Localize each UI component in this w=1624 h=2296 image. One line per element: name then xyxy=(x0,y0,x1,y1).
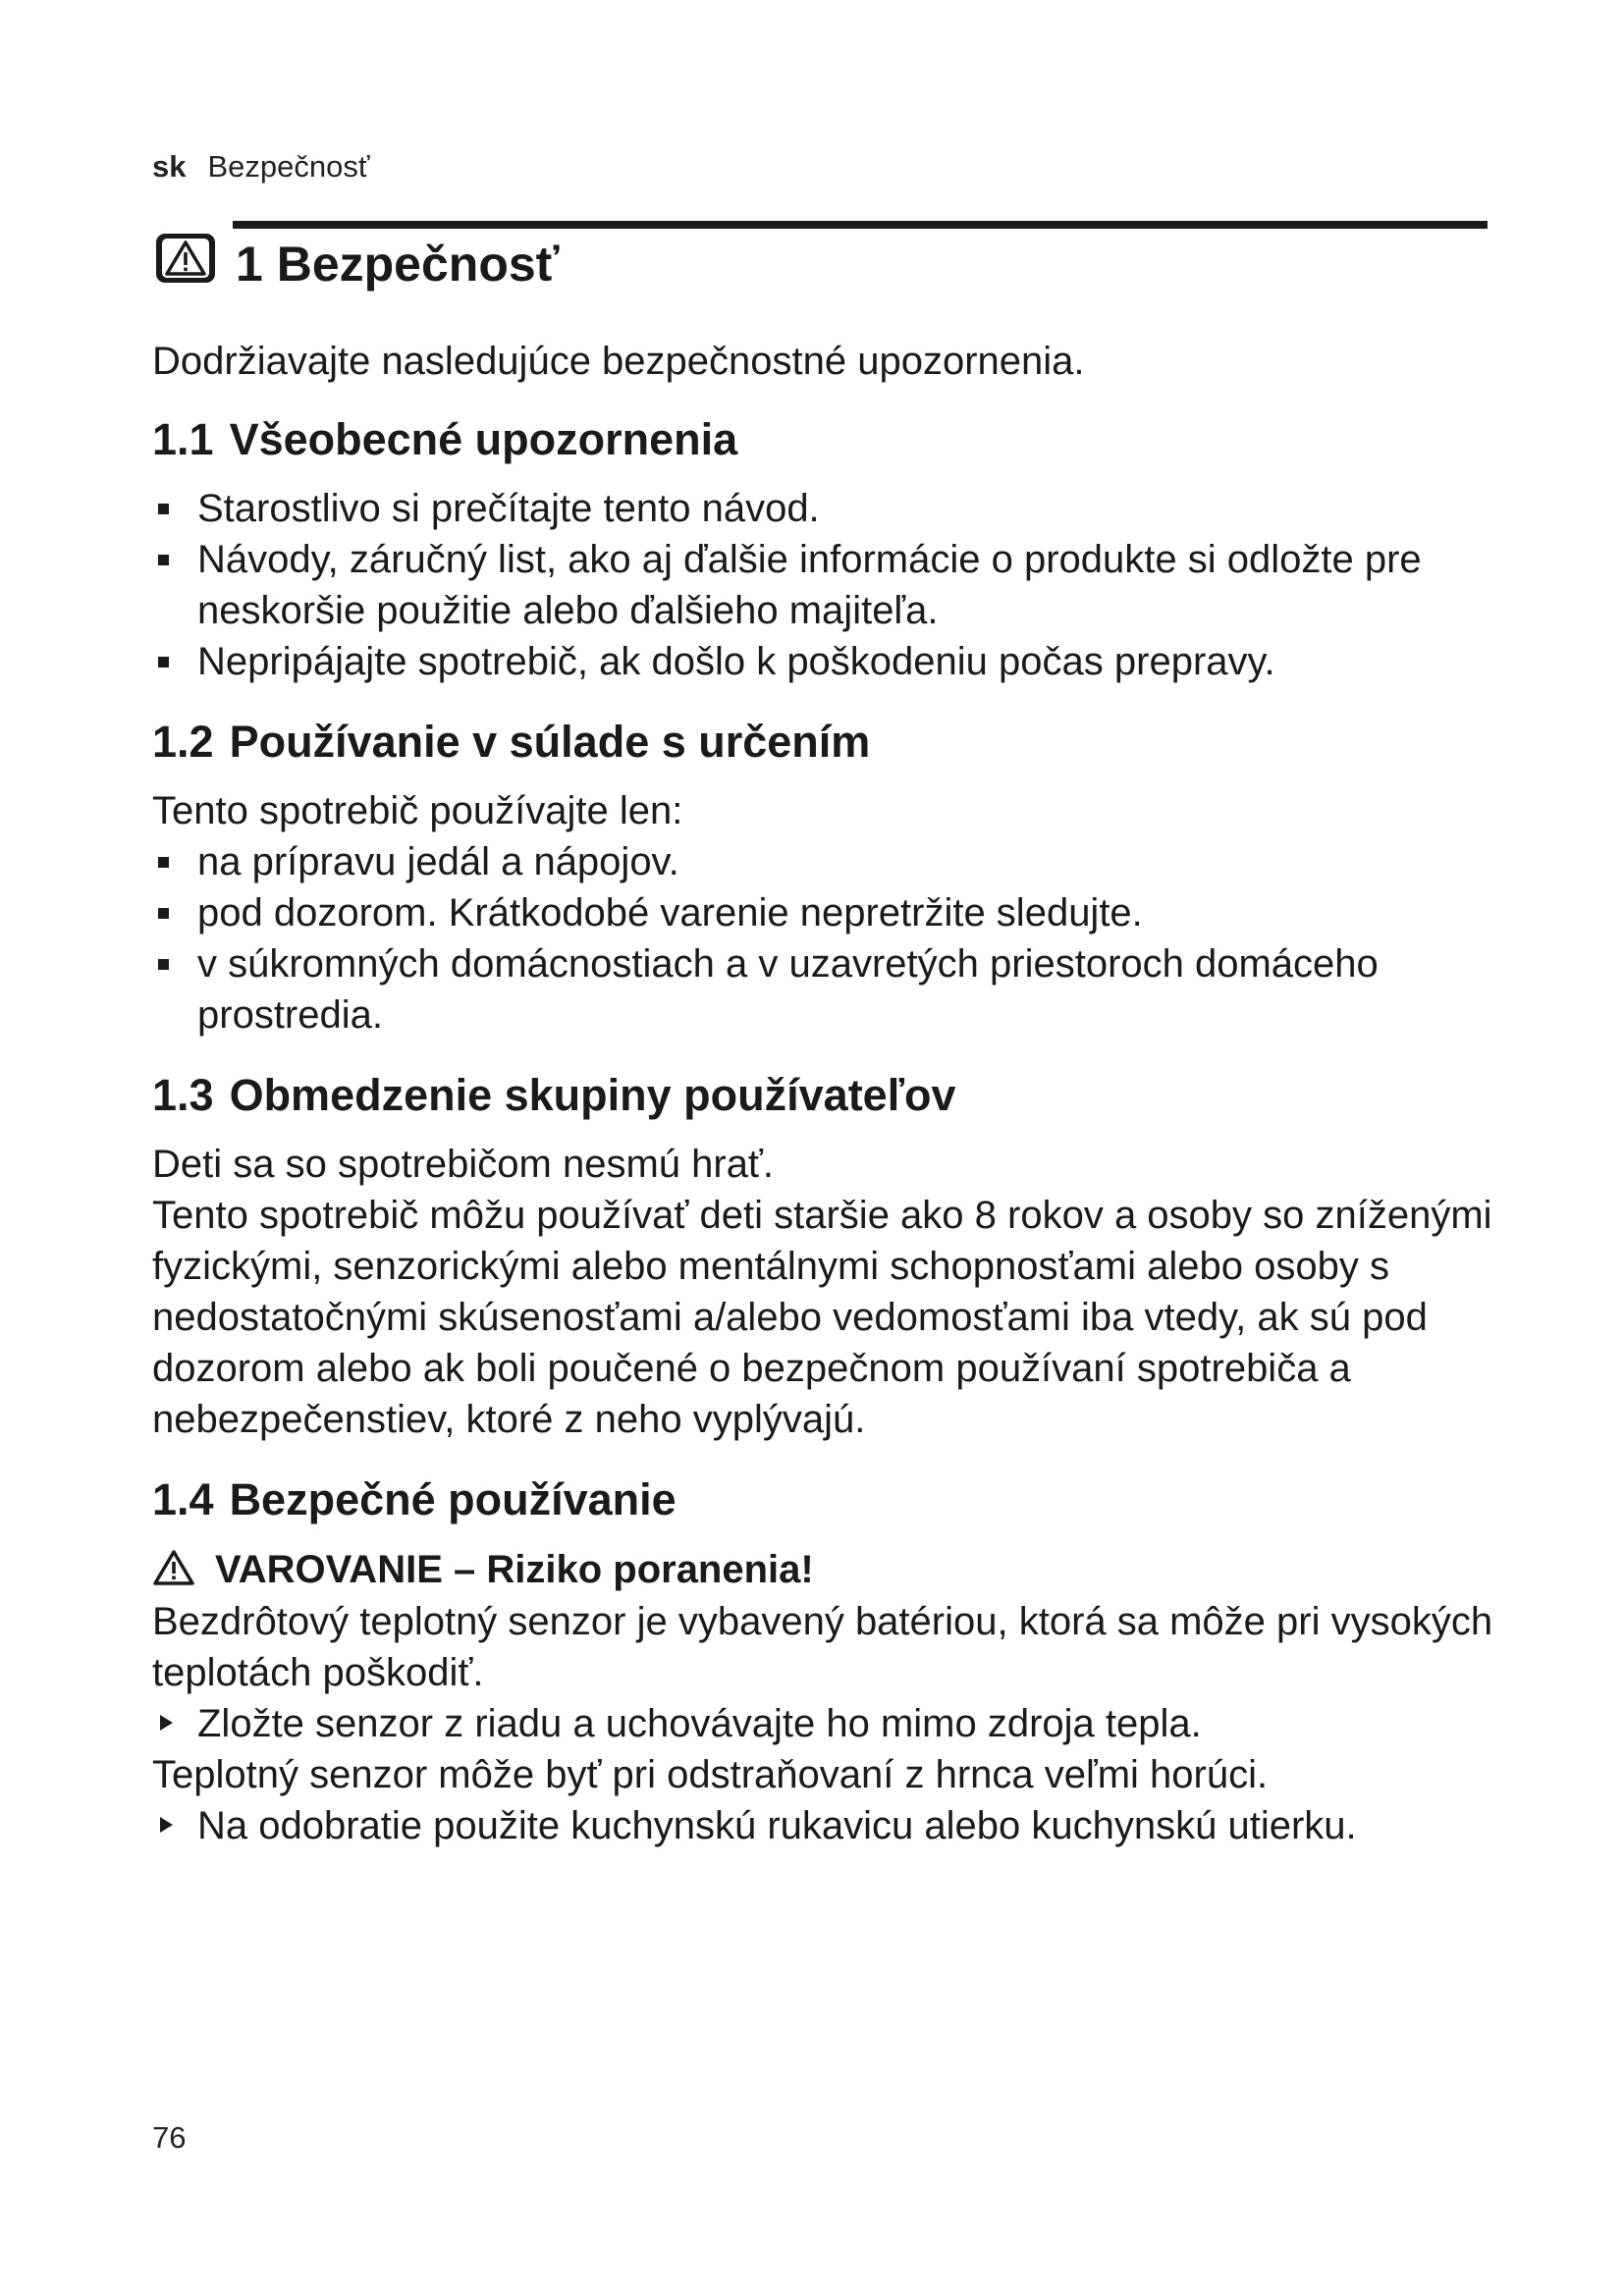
warning-steps-2 xyxy=(152,1800,1507,1851)
list-item: Nepripájajte spotrebič, ak došlo k poškodeniu počas prepravy. xyxy=(152,636,1507,687)
warning-paragraph-1: Bezdrôtový teplotný senzor je vybavený batériou, ktorá sa môže pri vysokých teplotách poškodiť. xyxy=(152,1600,1493,1694)
general-warnings-list xyxy=(152,483,1507,687)
instruction-step: Zložte senzor z riadu a uchovávajte ho mimo zdroja tepla. xyxy=(152,1698,1507,1749)
section-title: Obmedzenie skupiny používateľov xyxy=(229,1070,956,1120)
instruction-step: Na odobratie použite kuchynskú rukavicu alebo kuchynskú utierku. xyxy=(152,1800,1507,1851)
section-1-3-paragraph-1: Deti sa so spotrebičom nesmú hrať. xyxy=(152,1143,775,1186)
chapter-title xyxy=(236,236,560,293)
section-1-1-heading xyxy=(152,410,1507,469)
header-language: sk xyxy=(152,149,187,184)
section-number: 1.2 xyxy=(152,717,214,767)
section-number: 1.4 xyxy=(152,1474,214,1524)
chapter-number: 1 xyxy=(236,237,263,292)
intended-use-list xyxy=(152,836,1507,1041)
warning-triangle-icon xyxy=(152,1549,195,1586)
list-item: Návody, záručný list, ako aj ďalšie informácie o produkte si odložte pre neskoršie použitie alebo ďalšieho majiteľa. xyxy=(152,534,1507,636)
list-item: pod dozorom. Krátkodobé varenie nepretržite sledujte. xyxy=(152,887,1507,938)
warning-triangle-box-icon xyxy=(154,232,217,285)
section-number: 1.3 xyxy=(152,1070,214,1120)
list-item: Starostlivo si prečítajte tento návod. xyxy=(152,483,1507,534)
chapter-intro: Dodržiavajte nasledujúce bezpečnostné upozornenia. xyxy=(152,340,1085,383)
section-title: Bezpečné používanie xyxy=(229,1474,677,1524)
page-number: 76 xyxy=(152,2120,187,2155)
section-1-3-heading xyxy=(152,1066,1507,1125)
section-1-2-intro: Tento spotrebič používajte len: xyxy=(152,789,683,832)
chapter-rule xyxy=(233,221,1488,229)
running-header xyxy=(152,149,370,185)
list-item: v súkromných domácnostiach a v uzavretých priestoroch domáceho prostredia. xyxy=(152,938,1507,1041)
warning-title: VAROVANIE – Riziko poranenia! xyxy=(215,1548,814,1591)
list-item: na prípravu jedál a nápojov. xyxy=(152,836,1507,887)
section-title: Všeobecné upozornenia xyxy=(229,414,738,464)
section-number: 1.1 xyxy=(152,414,214,464)
section-1-4-heading xyxy=(152,1470,1507,1529)
section-1-2-heading xyxy=(152,713,1507,772)
chapter-title-text: Bezpečnosť xyxy=(276,237,560,292)
header-section: Bezpečnosť xyxy=(207,149,370,184)
warning-heading xyxy=(152,1543,1507,1596)
section-1-3-paragraph-2: Tento spotrebič môžu používať deti staršie ako 8 rokov a osoby so zníženými fyzickými, senzorickými alebo mentálnymi schopnosťami alebo osoby s nedostatočnými skúsenosťami a/alebo vedomosťami iba vtedy, ak sú pod dozorom alebo ak boli poučené o bezpečnom používaní spotrebiča a nebezpečenstiev, ktoré z neho vyplývajú. xyxy=(152,1194,1492,1441)
warning-paragraph-2: Teplotný senzor môže byť pri odstraňovaní z hrnca veľmi horúci. xyxy=(152,1753,1269,1796)
section-title: Používanie v súlade s určením xyxy=(229,717,871,767)
warning-steps-1 xyxy=(152,1698,1507,1749)
page-content xyxy=(152,336,1507,1851)
